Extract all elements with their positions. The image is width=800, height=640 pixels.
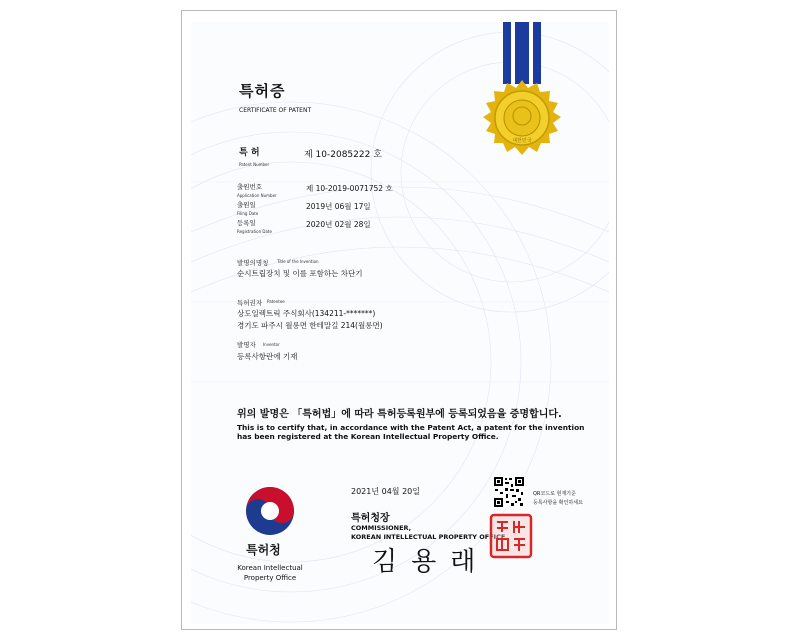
filing-date: 2019년 06월 17일 [306, 202, 371, 211]
official-red-seal [488, 512, 534, 560]
commissioner-signature: 김용래 [372, 547, 490, 577]
certification-statement-korean: 위의 발명은 「특허법」에 따라 특허등록원부에 등록되었음을 증명합니다. [237, 409, 562, 420]
qr-note-1: QR코드로 현재기준 [533, 491, 576, 497]
medal-text: 대한민국 [512, 138, 532, 144]
certification-statement-english-1: This is to certify that, in accordance with the Patent Act, a patent for the invention [237, 423, 585, 432]
certificate-title: 특허증 [239, 82, 286, 100]
qr-code-icon[interactable] [493, 476, 525, 508]
patent-label-en: Patent Number [239, 162, 270, 167]
registration-date: 2020년 02월 28일 [306, 220, 371, 229]
gold-medal-seal [466, 22, 578, 182]
application-label: 출원번호 [237, 183, 263, 191]
patent-number: 제 10-2085222 호 [304, 150, 382, 160]
inventor-label-en: Inventor [263, 342, 280, 347]
inventor-label: 발명자 [237, 341, 256, 349]
filing-label-en: Filing Date [237, 211, 259, 216]
qr-note-2: 등록사항을 확인하세요 [533, 500, 583, 506]
office-name-english-1: Korean Intellectual [237, 564, 303, 572]
patentee-name: 상도일렉트릭 주식회사(134211-*******) [237, 309, 376, 318]
application-number: 제 10-2019-0071752 호 [306, 184, 393, 193]
filing-label: 출원일 [237, 201, 256, 209]
kipo-taegeuk-logo [243, 484, 297, 538]
inventor-value: 등록사항란에 기재 [237, 352, 298, 361]
invention-label-en: Title of the Invention [277, 259, 319, 264]
commissioner-title-english-2: KOREAN INTELLECTUAL PROPERTY OFFICE [351, 533, 506, 541]
application-label-en: Application Number [237, 193, 277, 198]
registration-label: 등록일 [237, 219, 256, 227]
patent-label: 특 허 [239, 148, 260, 158]
office-name-korean: 특허청 [246, 543, 281, 557]
patentee-address: 경기도 파주시 월롱면 한테말길 214(월롱면) [237, 321, 383, 330]
commissioner-title-english-1: COMMISSIONER, [351, 524, 412, 532]
commissioner-title-korean: 특허청장 [351, 513, 390, 524]
invention-title: 순시트립장치 및 이를 포함하는 차단기 [237, 269, 363, 278]
certification-statement-english-2: has been registered at the Korean Intellectual Property Office. [237, 432, 499, 441]
certificate-subtitle: CERTIFICATE OF PATENT [239, 107, 312, 114]
invention-label: 발명의명칭 [237, 259, 269, 267]
office-name-english-2: Property Office [243, 574, 297, 582]
issue-date: 2021년 04월 20일 [351, 487, 420, 496]
patentee-label-en: Patentee [267, 299, 285, 304]
patentee-label: 특허권자 [237, 299, 263, 307]
registration-label-en: Registration Date [237, 229, 272, 234]
